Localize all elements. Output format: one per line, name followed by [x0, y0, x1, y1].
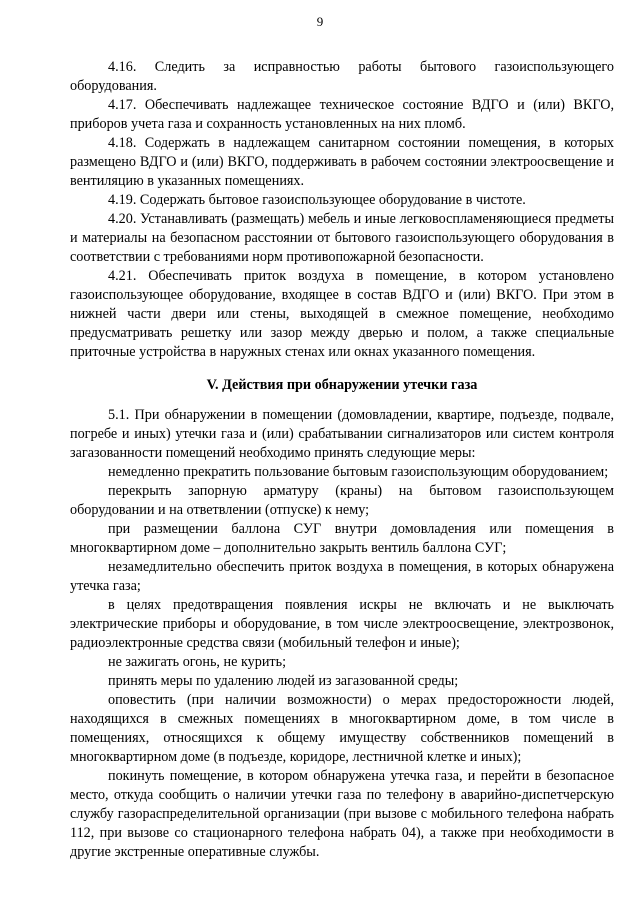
page-number: 9 — [316, 14, 324, 29]
clause-5-1-intro: 5.1. При обнаружении в помещении (домовладении, квартире, подъезде, подвале, погребе и иных) утечки газа и (или) срабатывании сигнализаторов или систем контроля загазованности помещений необходимо принять следующие меры: — [70, 407, 614, 461]
document-body — [70, 58, 614, 862]
clause-4-20: 4.20. Устанавливать (размещать) мебель и иные легковоспламеняющиеся предметы и материалы на безопасном расстоянии от бытового газоиспользующего оборудования в соответствии с требованиями норм противопожарной безопасности. — [70, 211, 614, 265]
clause-4-21: 4.21. Обеспечивать приток воздуха в помещение, в котором установлено газоиспользующее оборудование, входящее в состав ВДГО и (или) ВКГО. При этом в нижней части двери или стены, выходящей в смежное помещение, необходимо предусматривать решетку или зазор между дверью и полом, а также специальные приточные устройства в наружных стенах или окнах указанного помещения. — [70, 268, 614, 360]
measure-item: принять меры по удалению людей из загазованной среды; — [108, 673, 459, 689]
measure-item: не зажигать огонь, не курить; — [108, 654, 287, 670]
measure-item: оповестить (при наличии возможности) о мерах предосторожности людей, находящихся в смежных помещениях в многоквартирном доме, в том числе в помещениях, относящихся к общему имуществу собственников помещений в многоквартирном доме (в подъезде, коридоре, лестничной клетке и иных); — [70, 692, 614, 765]
clause-4-19: 4.19. Содержать бытовое газоиспользующее оборудование в чистоте. — [108, 192, 526, 208]
clause-4-17: 4.17. Обеспечивать надлежащее техническое состояние ВДГО и (или) ВКГО, приборов учета газа и сохранность установленных на них пломб. — [70, 97, 614, 132]
measure-item: в целях предотвращения появления искры не включать и не выключать электрические приборы и оборудование, в том числе электроосвещение, электрозвонок, радиоэлектронные средства связи (мобильный телефон и иные); — [70, 597, 614, 651]
measure-item: немедленно прекратить пользование бытовым газоиспользующим оборудованием; — [108, 464, 609, 480]
measure-item: незамедлительно обеспечить приток воздуха в помещения, в которых обнаружена утечка газа; — [70, 559, 614, 594]
measure-item: при размещении баллона СУГ внутри домовладения или помещения в многоквартирном доме – дополнительно закрыть вентиль баллона СУГ; — [70, 521, 614, 556]
measure-item: покинуть помещение, в котором обнаружена утечка газа, и перейти в безопасное место, откуда сообщить о наличии утечки газа по телефону в аварийно-диспетчерскую службу газораспределительной организации (при вызове с мобильного телефона набрать 112, при вызове со стационарного телефона набрать 04), а также при необходимости в другие экстренные оперативные службы. — [70, 768, 614, 860]
clause-4-18: 4.18. Содержать в надлежащем санитарном состоянии помещения, в которых размещено ВДГО и (или) ВКГО, поддерживать в рабочем состоянии электроосвещение и вентиляцию в указанных помещениях. — [70, 135, 614, 189]
measure-item: перекрыть запорную арматуру (краны) на бытовом газоиспользующем оборудовании и на ответвлении (отпуске) к нему; — [70, 483, 614, 518]
section-heading: V. Действия при обнаружении утечки газа — [206, 377, 478, 393]
clause-4-16: 4.16. Следить за исправностью работы бытового газоиспользующего оборудования. — [70, 59, 614, 94]
